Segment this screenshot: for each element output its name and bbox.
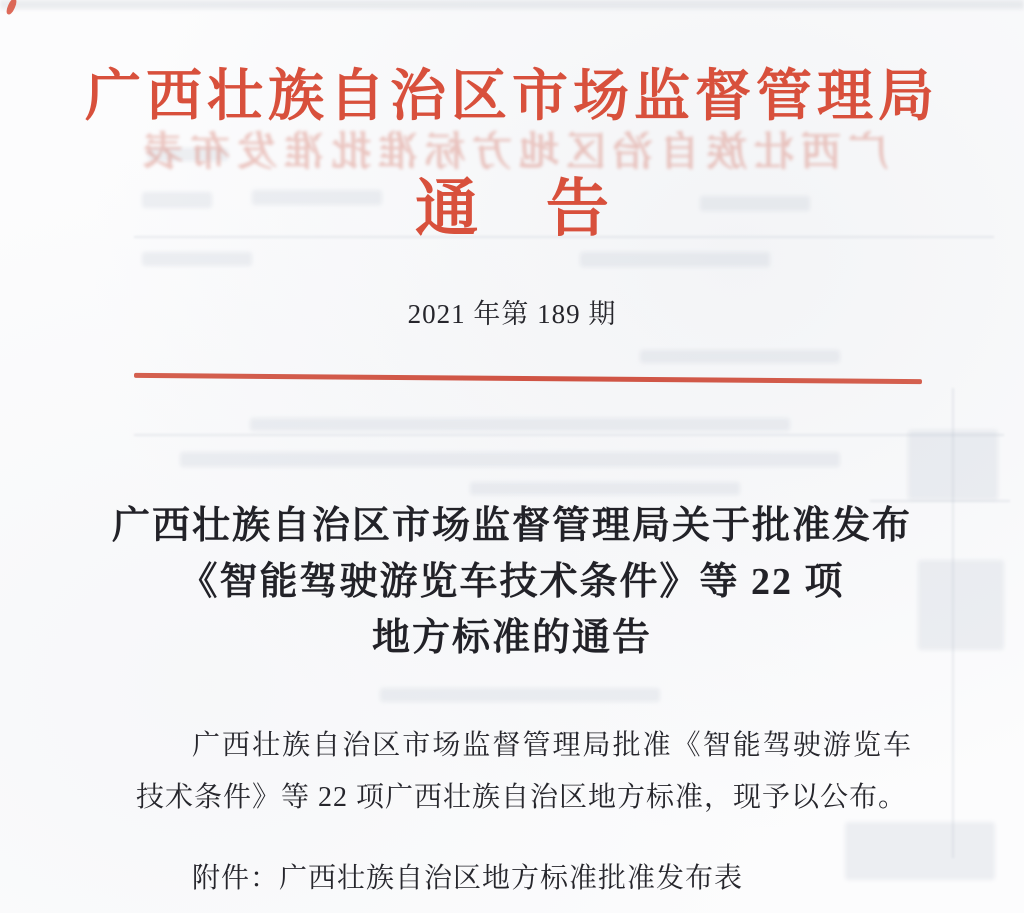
bleed-through-blob [470, 482, 740, 495]
notice-type-heading: 通 告 [415, 174, 609, 244]
bleed-through-blob [180, 452, 840, 467]
bleed-through-blob [142, 252, 252, 266]
scan-edge-shadow [0, 0, 1024, 9]
main-title-line-3: 地方标准的通告 [371, 617, 652, 659]
bleed-through-blob [380, 688, 660, 702]
attachment-line: 附件：广西壮族自治区地方标准批准发布表 [192, 863, 744, 894]
main-title-line-1: 广西壮族自治区市场监督管理局关于批准发布 [111, 505, 912, 547]
red-divider-rule [134, 373, 922, 384]
bleed-through-blob [640, 350, 840, 363]
main-title [0, 498, 1024, 666]
bleed-through-gridline [134, 434, 1004, 436]
bleed-through-mirrored-text: 广西壮族自治区地方标准批准发布表 [136, 129, 888, 174]
main-title-line-2: 《智能驾驶游览车技术条件》等 22 项 [179, 561, 845, 603]
bleed-through-blob [580, 252, 770, 267]
body-paragraph: 广西壮族自治区市场监督管理局批准《智能驾驶游览车技术条件》等 22 项广西壮族自治区地方标准，现予以公布。 [136, 730, 912, 813]
agency-title: 广西壮族自治区市场监督管理局 [85, 66, 939, 128]
issue-number: 2021 年第 189 期 [407, 299, 617, 329]
bleed-through-blob [250, 418, 790, 431]
